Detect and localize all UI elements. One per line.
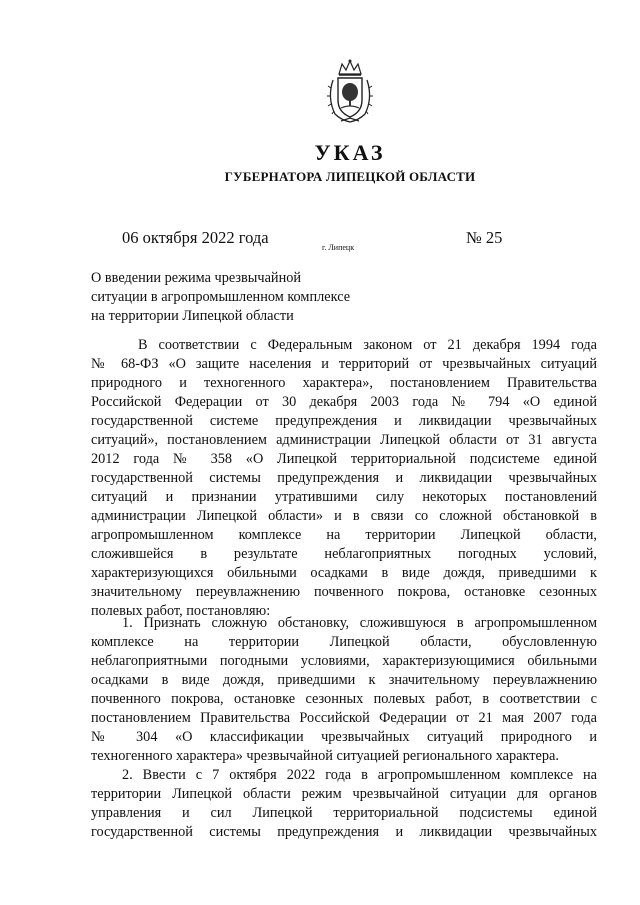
item-2-paragraph [91, 766, 597, 842]
preamble-paragraph [91, 336, 597, 621]
coat-of-arms-icon [325, 58, 375, 126]
paragraph-line: техногенного характера» чрезвычайной ситуацией регионального характера. [91, 748, 559, 764]
paragraph-line: управления и сил Липецкой территориальной подсистемы единой [91, 805, 597, 821]
paragraph-line: полевых работ, постановляю: [91, 603, 271, 619]
paragraph-line: территории Липецкой области режим чрезвычайной ситуации для органов [91, 786, 597, 802]
paragraph-line: характеризующихся обильными осадками в виде дождя, приведшими к [91, 565, 597, 581]
paragraph-line: ситуаций», постановлением администрации Липецкой области от 31 августа [91, 432, 597, 448]
document-number: № 25 [466, 228, 503, 247]
paragraph-line: комплексе на территории Липецкой области, обусловленную [91, 634, 597, 650]
paragraph-line: сложившейся в результате неблагоприятных погодных условий, [91, 546, 597, 562]
paragraph-line: 2012 года № 358 «О Липецкой территориальной подсистеме единой [91, 451, 597, 467]
paragraph-line: 2. Ввести с 7 октября 2022 года в агропромышленном комплексе на [122, 767, 597, 783]
item-1-paragraph [91, 614, 597, 766]
paragraph-line: ситуаций и признании утратившими силу некоторых постановлений [91, 489, 597, 505]
heading-line: на территории Липецкой области [91, 308, 294, 324]
paragraph-line: почвенного покрова, остановке сезонных полевых работ, в соответствии с [91, 691, 597, 707]
paragraph-line: государственной системы предупреждения и ликвидации чрезвычайных [91, 824, 597, 840]
paragraph-line: № 68-ФЗ «О защите населения и территорий от чрезвычайных ситуаций [91, 356, 597, 372]
document-date: 06 октября 2022 года [122, 228, 269, 247]
paragraph-line: № 304 «О классификации чрезвычайных ситуаций природного и [91, 729, 597, 745]
document-heading [91, 269, 391, 326]
document-place: г. Липецк [322, 243, 355, 252]
paragraph-line: В соответствии с Федеральным законом от 21 декабря 1994 года [138, 337, 597, 353]
paragraph-line: Российской Федерации от 30 декабря 2003 года № 794 «О единой [91, 394, 597, 410]
paragraph-line: природного и техногенного характера», постановлением Правительства [91, 375, 597, 391]
paragraph-line: агропромышленном комплексе на территории Липецкой области, [91, 527, 597, 543]
paragraph-line: государственной системы предупреждения и ликвидации чрезвычайных [91, 470, 597, 486]
paragraph-line: администрации Липецкой области» и в связи со сложной обстановкой в [91, 508, 597, 524]
paragraph-line: неблагоприятными погодными условиями, характеризующимися обильными [91, 653, 597, 669]
paragraph-line: значительному переувлажнению почвенного покрова, остановке сезонных [91, 584, 597, 600]
document-subtitle: ГУБЕРНАТОРА ЛИПЕЦКОЙ ОБЛАСТИ [224, 169, 476, 184]
paragraph-line: государственной системе предупреждения и ликвидации чрезвычайных [91, 413, 597, 429]
paragraph-line: 1. Признать сложную обстановку, сложившуюся в агропромышленном [122, 615, 597, 631]
paragraph-line: осадками в виде дождя, приведшими к значительному переувлажнению [91, 672, 597, 688]
heading-line: О введении режима чрезвычайной [91, 270, 302, 286]
heading-line: ситуации в агропромышленном комплексе [91, 289, 351, 305]
document-title: УКАЗ [314, 140, 386, 165]
paragraph-line: постановлением Правительства Российской Федерации от 21 мая 2007 года [91, 710, 597, 726]
